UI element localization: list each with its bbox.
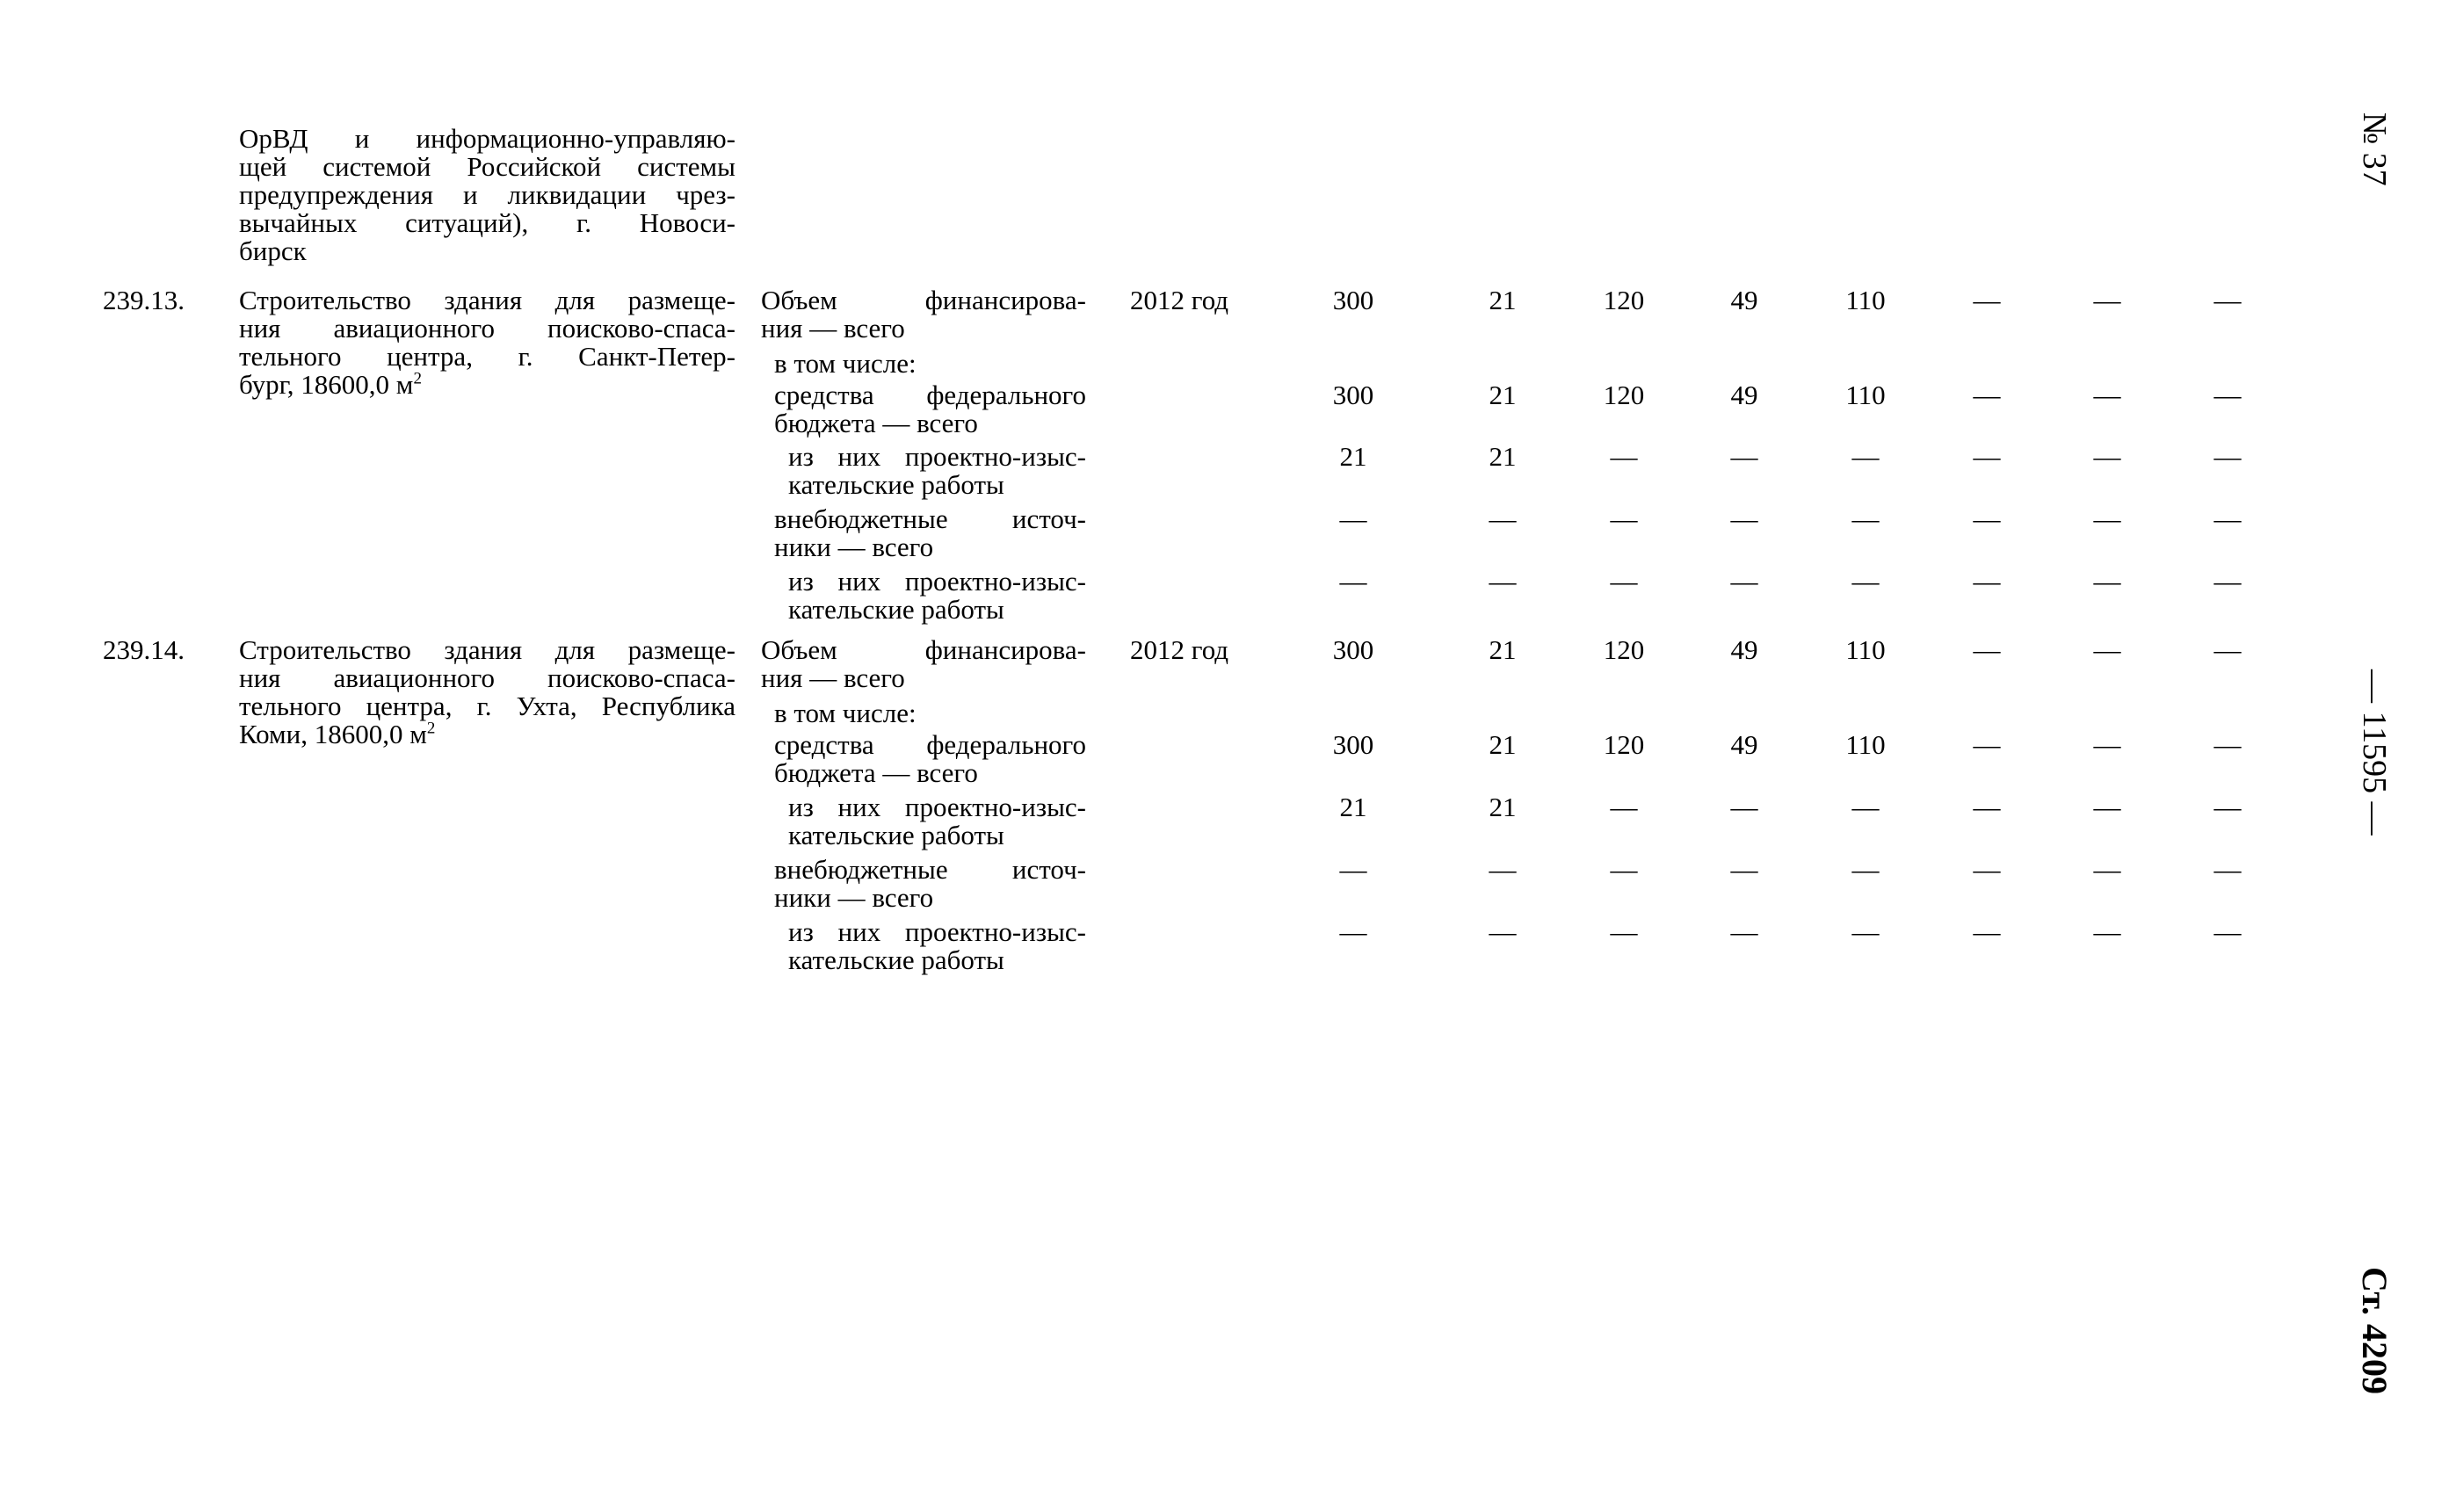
value-cell: — — [2214, 503, 2242, 534]
value-cell: — — [2093, 634, 2121, 665]
value-cell: — — [2214, 729, 2242, 760]
continuation-text — [239, 125, 735, 265]
value-cell: — — [2093, 503, 2121, 534]
label-line: ния — всего — [761, 313, 905, 344]
value-cell: 300 — [1332, 634, 1374, 665]
value-cell: — — [1851, 566, 1880, 597]
label-line: кательские работы — [788, 820, 1004, 850]
description-line: ния авиационного поисково-спаса- — [239, 662, 735, 693]
description-text: бург, 18600,0 м — [239, 369, 414, 400]
value-cell: — — [2093, 380, 2121, 410]
value-cell: — — [1851, 854, 1880, 885]
value-cell: — — [1973, 441, 2001, 472]
row-label — [774, 381, 1086, 438]
continuation-line: щей системой Российской системы — [239, 151, 735, 182]
label-line: из них проектно-изыс- — [788, 792, 1086, 822]
area-unit-superscript: 2 — [413, 369, 422, 388]
value-cell: 120 — [1603, 380, 1645, 410]
description-line — [239, 371, 735, 399]
value-cell: — — [2214, 854, 2242, 885]
value-cell: — — [2214, 566, 2242, 597]
item-description — [239, 286, 735, 399]
value-cell: — — [1730, 916, 1758, 947]
label-line: ники — всего — [774, 532, 934, 562]
description-line: тельного центра, г. Санкт-Петер- — [239, 341, 735, 372]
description-line: Строительство здания для размеще- — [239, 634, 735, 665]
value-cell: — — [2093, 792, 2121, 822]
area-unit-superscript: 2 — [426, 719, 436, 738]
label-line: ники — всего — [774, 882, 934, 913]
value-cell: — — [1489, 503, 1517, 534]
value-cell: 49 — [1730, 729, 1758, 760]
value-cell: — — [1489, 916, 1517, 947]
continuation-line: ОрВД и информационно-управляю- — [239, 123, 735, 154]
value-cell: — — [1339, 566, 1367, 597]
description-line: ния авиационного поисково-спаса- — [239, 313, 735, 344]
value-cell: — — [2093, 854, 2121, 885]
continuation-line: вычайных ситуаций), г. Новоси- — [239, 207, 735, 238]
value-cell: 49 — [1730, 285, 1758, 315]
value-cell: 110 — [1845, 634, 1886, 665]
row-label — [788, 793, 1086, 850]
item-number: 239.13. — [103, 285, 185, 315]
issue-number-label: № 37 — [2356, 112, 2393, 186]
value-cell: 110 — [1845, 380, 1886, 410]
value-cell: — — [1851, 503, 1880, 534]
value-cell: — — [1339, 854, 1367, 885]
description-line: Строительство здания для размеще- — [239, 285, 735, 315]
label-line: бюджета — всего — [774, 408, 978, 438]
label-line: ния — всего — [761, 662, 905, 693]
label-line: средства федерального — [774, 380, 1086, 410]
value-cell: 21 — [1489, 634, 1517, 665]
label-line: внебюджетные источ- — [774, 503, 1086, 534]
row-label — [788, 443, 1086, 499]
value-cell: — — [1610, 854, 1638, 885]
item-number: 239.14. — [103, 634, 185, 665]
row-label: в том числе: — [774, 348, 917, 379]
value-cell: 300 — [1332, 729, 1374, 760]
value-cell: 21 — [1489, 729, 1517, 760]
row-label — [774, 731, 1086, 787]
value-cell: 21 — [1339, 441, 1367, 472]
label-line: кательские работы — [788, 469, 1004, 500]
value-cell: — — [2214, 441, 2242, 472]
continuation-line: бирск — [239, 235, 307, 266]
value-cell: 110 — [1845, 729, 1886, 760]
value-cell: 21 — [1489, 792, 1517, 822]
row-label — [761, 636, 1086, 692]
value-cell: 49 — [1730, 634, 1758, 665]
value-cell: — — [2093, 729, 2121, 760]
value-cell: — — [1851, 916, 1880, 947]
value-cell: — — [1730, 792, 1758, 822]
value-cell: — — [1851, 441, 1880, 472]
value-cell: 120 — [1603, 729, 1645, 760]
value-cell: — — [2214, 380, 2242, 410]
description-text: Коми, 18600,0 м — [239, 719, 427, 749]
value-cell: — — [1610, 566, 1638, 597]
row-label — [774, 505, 1086, 561]
value-cell: — — [1973, 566, 2001, 597]
label-line: из них проектно-изыс- — [788, 441, 1086, 472]
label-line: внебюджетные источ- — [774, 854, 1086, 885]
label-line: кательские работы — [788, 594, 1004, 625]
value-cell: 49 — [1730, 380, 1758, 410]
value-cell: — — [1730, 441, 1758, 472]
value-cell: — — [1973, 380, 2001, 410]
value-cell: — — [1489, 854, 1517, 885]
description-line — [239, 720, 735, 749]
value-cell: — — [1339, 916, 1367, 947]
page-number-label: — 11595 — — [2356, 669, 2393, 836]
value-cell: — — [1851, 792, 1880, 822]
label-line: кательские работы — [788, 944, 1004, 975]
value-cell: — — [1730, 503, 1758, 534]
row-label — [774, 856, 1086, 912]
value-cell: 110 — [1845, 285, 1886, 315]
row-label — [761, 286, 1086, 343]
value-cell: — — [1730, 566, 1758, 597]
value-cell: — — [2093, 566, 2121, 597]
article-number-label: Ст. 4209 — [2355, 1267, 2395, 1394]
value-cell: — — [2214, 792, 2242, 822]
label-line: из них проектно-изыс- — [788, 916, 1086, 947]
value-cell: 300 — [1332, 380, 1374, 410]
value-cell: — — [2093, 285, 2121, 315]
item-year: 2012 год — [1130, 634, 1229, 665]
value-cell: — — [1610, 503, 1638, 534]
value-cell: 21 — [1339, 792, 1367, 822]
value-cell: — — [1973, 285, 2001, 315]
value-cell: — — [1610, 916, 1638, 947]
row-label: в том числе: — [774, 698, 917, 728]
value-cell: — — [2093, 441, 2121, 472]
value-cell: — — [1973, 634, 2001, 665]
label-line: бюджета — всего — [774, 757, 978, 788]
value-cell: — — [1973, 854, 2001, 885]
value-cell: — — [1730, 854, 1758, 885]
row-label — [788, 918, 1086, 974]
value-cell: — — [1610, 441, 1638, 472]
value-cell: — — [1489, 566, 1517, 597]
description-line: тельного центра, г. Ухта, Республика — [239, 691, 735, 721]
item-year: 2012 год — [1130, 285, 1229, 315]
label-line: Объем финансирова- — [761, 285, 1086, 315]
value-cell: 21 — [1489, 441, 1517, 472]
value-cell: — — [1973, 916, 2001, 947]
row-label — [788, 568, 1086, 624]
value-cell: — — [1339, 503, 1367, 534]
value-cell: — — [2214, 285, 2242, 315]
value-cell: 300 — [1332, 285, 1374, 315]
value-cell: 21 — [1489, 380, 1517, 410]
value-cell: — — [2214, 634, 2242, 665]
value-cell: 120 — [1603, 285, 1645, 315]
value-cell: — — [2214, 916, 2242, 947]
value-cell: 21 — [1489, 285, 1517, 315]
label-line: из них проектно-изыс- — [788, 566, 1086, 597]
item-description — [239, 636, 735, 749]
label-line: средства федерального — [774, 729, 1086, 760]
value-cell: — — [1973, 792, 2001, 822]
value-cell: — — [2093, 916, 2121, 947]
value-cell: — — [1610, 792, 1638, 822]
value-cell: — — [1973, 503, 2001, 534]
label-line: Объем финансирова- — [761, 634, 1086, 665]
value-cell: — — [1973, 729, 2001, 760]
value-cell: 120 — [1603, 634, 1645, 665]
continuation-line: предупреждения и ликвидации чрез- — [239, 179, 735, 210]
